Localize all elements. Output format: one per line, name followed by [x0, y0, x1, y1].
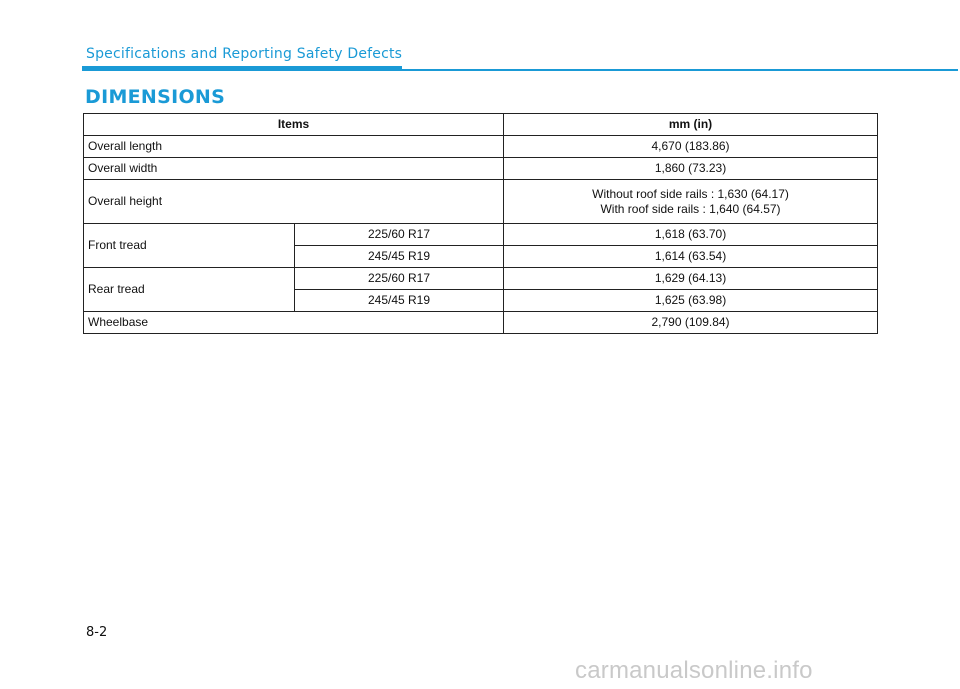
section-header-text: Specifications and Reporting Safety Defects	[86, 46, 403, 62]
row-label-overall-length: Overall length	[84, 136, 504, 158]
front-tread-tire-17: 225/60 R17	[295, 224, 504, 246]
watermark-text: carmanualsonline.info	[575, 657, 813, 684]
row-label-overall-width: Overall width	[84, 158, 504, 180]
column-header-items: Items	[84, 114, 504, 136]
row-label-front-tread: Front tread	[84, 224, 295, 268]
row-label-overall-height: Overall height	[84, 180, 504, 224]
overall-height-without-rails: Without roof side rails : 1,630 (64.17)	[592, 186, 789, 201]
table-row	[84, 180, 878, 224]
front-tread-value-17: 1,618 (63.70)	[504, 224, 878, 246]
page-title: DIMENSIONS	[85, 86, 226, 108]
table-row	[84, 136, 878, 158]
row-value-overall-length: 4,670 (183.86)	[504, 136, 878, 158]
page-number: 8-2	[86, 625, 108, 640]
front-tread-tire-19: 245/45 R19	[295, 246, 504, 268]
overall-height-with-rails: With roof side rails : 1,640 (64.57)	[600, 201, 781, 216]
row-value-overall-width: 1,860 (73.23)	[504, 158, 878, 180]
section-header-rule-thick	[82, 66, 402, 71]
rear-tread-value-17: 1,629 (64.13)	[504, 268, 878, 290]
row-value-wheelbase: 2,790 (109.84)	[504, 312, 878, 334]
table-row	[84, 268, 878, 290]
section-header-rule-thin	[402, 69, 958, 71]
row-label-wheelbase: Wheelbase	[84, 312, 504, 334]
column-header-mm-in: mm (in)	[504, 114, 878, 136]
rear-tread-tire-17: 225/60 R17	[295, 268, 504, 290]
table-row	[84, 158, 878, 180]
rear-tread-value-19: 1,625 (63.98)	[504, 290, 878, 312]
row-value-overall-height	[504, 180, 878, 224]
table-header-row	[84, 114, 878, 136]
dimensions-table	[83, 113, 878, 334]
table-row	[84, 224, 878, 246]
rear-tread-tire-19: 245/45 R19	[295, 290, 504, 312]
front-tread-value-19: 1,614 (63.54)	[504, 246, 878, 268]
table-row	[84, 312, 878, 334]
row-label-rear-tread: Rear tread	[84, 268, 295, 312]
